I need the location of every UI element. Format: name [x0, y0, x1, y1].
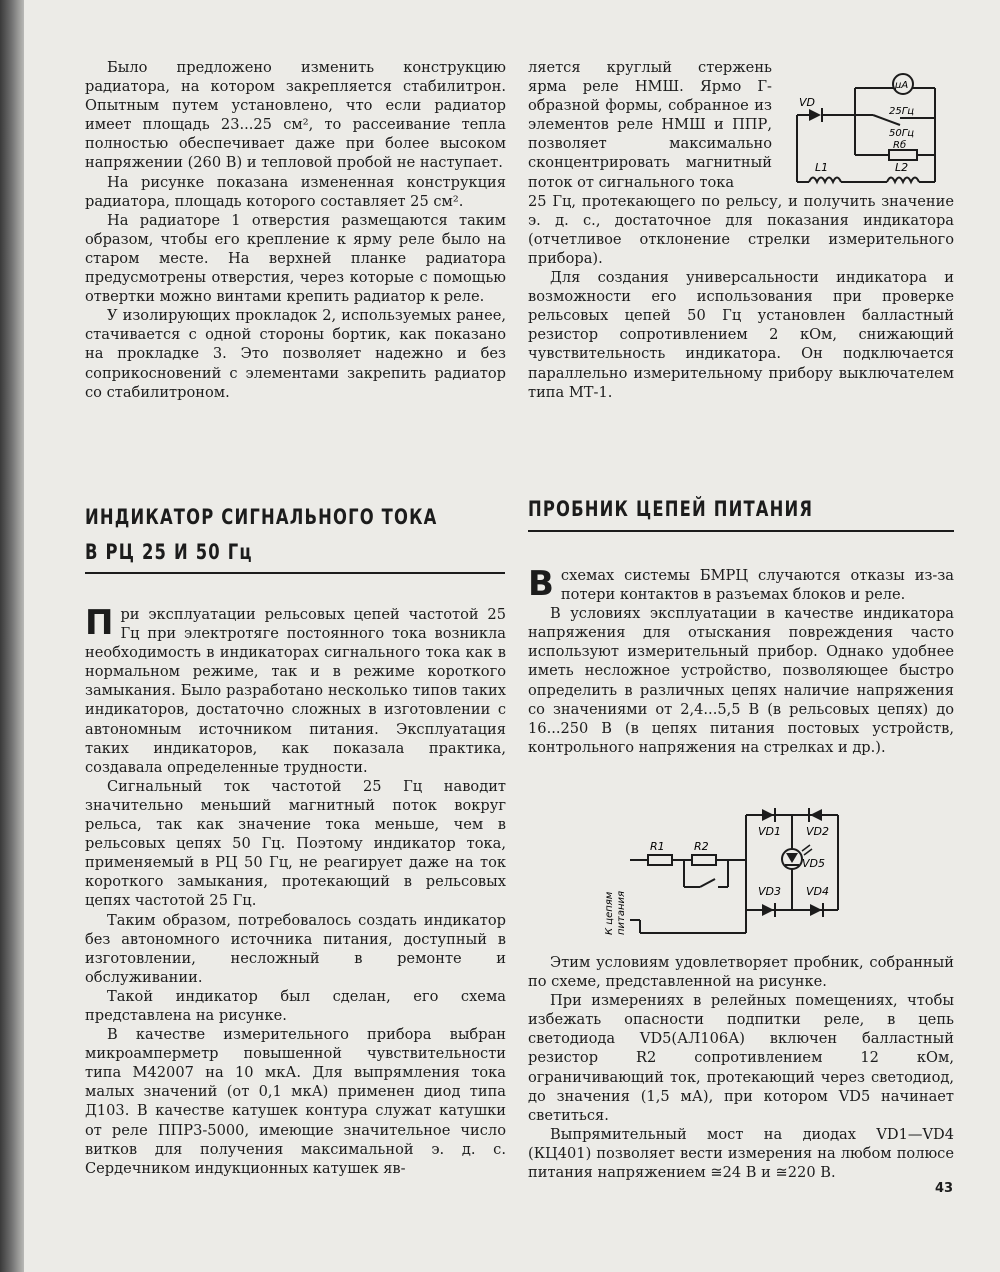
label-vd2: VD2 — [806, 825, 829, 838]
label-r2: R2 — [694, 840, 709, 853]
paragraph: На рисунке показана измененная конструкция радиатора, площадь которого составляет 25 см². — [85, 173, 506, 210]
diode-symbol — [809, 109, 821, 121]
diode-vd1 — [762, 809, 774, 821]
paragraph: Для создания универсальности индикатора и возможности его использования при проверке рельсовых цепей 50 Гц установлен балластный резистор сопротивлением 2 кОм, снижающий чувствительность индикатора. Он подключается параллельно измерительному прибору выключателем типа МТ-1. — [528, 269, 954, 401]
title-underline — [528, 530, 954, 532]
indicator-circuit-diagram — [785, 70, 965, 200]
side-label-1: К цепям — [604, 891, 615, 935]
article1-body — [85, 605, 506, 1178]
top-left-column — [85, 58, 506, 402]
paragraph: Такой индикатор был сделан, его схема представлена на рисунке. — [85, 987, 506, 1024]
label-meter: μA — [895, 80, 909, 91]
label-rb: Rб — [893, 140, 907, 151]
article2-body-top — [528, 566, 954, 757]
label-l1: L1 — [815, 161, 829, 174]
title-underline — [85, 572, 505, 574]
paragraph: Таким образом, потребовалось создать индикатор без автономного источника питания, доступный в изготовлении, несложный в ремонте и обслуживании. — [85, 911, 506, 986]
dropcap: В — [528, 564, 554, 604]
diode-vd2 — [810, 809, 822, 821]
paragraph: Выпрямительный мост на диодах VD1—VD4 (КЦ401) позволяет вести измерения на любом полюсе питания напряжением ≅24 В и ≅220 В. — [528, 1125, 954, 1182]
binding-shadow — [0, 0, 24, 1272]
paragraph: В условиях эксплуатации в качестве индикатора напряжения для отыскания повреждения часто используют измерительный прибор. Однако удобнее иметь несложное устройство, позволяющее быстро определить в различных цепях наличие напряжения со значениями от 2,4...5,5 В (в рельсовых цепях) до 16...250 В (в цепях питания постовых устройств, контрольного напряжения на стрелках и др.). — [528, 605, 954, 756]
lead-paragraph — [528, 566, 954, 604]
paragraph-wrapped: ляется круглый стержень ярма реле НМШ. Ярмо Г-образной формы, собранное из элементов реле НМШ и ППР, позволяет максимально сконцентрировать магнитный поток от сигнального тока — [528, 59, 772, 191]
lead-paragraph — [85, 605, 506, 777]
label-l2: L2 — [895, 161, 909, 174]
diode-vd4 — [810, 904, 822, 916]
probe-circuit-diagram — [600, 795, 890, 940]
paragraph: Было предложено изменить конструкцию радиатора, на котором закрепляется стабилитрон. Опытным путем установлено, что если радиатор имеет площадь 23...25 см², то рассеивание тепла полностью обеспечивает даже при более высоком напряжении (260 В) и тепловой пробой не наступает. — [85, 59, 506, 172]
paragraph: У изолирующих прокладок 2, используемых ранее, стачивается с одной стороны бортик, как показано на прокладке 3. Это позволяет надежно и без соприкосновений с элементами закрепить радиатор со стабилитроном. — [85, 307, 506, 401]
article1-title-line2: В РЦ 25 И 50 Гц — [85, 540, 253, 564]
label-vd5: VD5 — [802, 857, 825, 870]
label-vd3: VD3 — [758, 885, 781, 898]
lead-text: схемах системы БМРЦ случаются отказы из-за потери контактов в разъемах блоков и реле. — [560, 567, 954, 604]
article2-title: ПРОБНИК ЦЕПЕЙ ПИТАНИЯ — [528, 497, 814, 521]
paragraph: При измерениях в релейных помещениях, чтобы избежать опасности подпитки реле, в цепь светодиода VD5(АЛ106А) включен балластный резистор R2 сопротивлением 12 кОм, ограничивающий ток, протекающий через светодиод, до значения (1,5 мА), при котором VD5 начинает светиться. — [528, 992, 954, 1124]
paragraph: Сигнальный ток частотой 25 Гц наводит значительно меньший магнитный поток вокруг рельса, так как значение тока меньше, чем в рельсовых цепях 50 Гц. Поэтому индикатор тока, применяемый в РЦ 50 Гц, не реагирует даже на ток короткого замыкания, протекающий в рельсовых цепях частотой 25 Гц. — [85, 777, 506, 910]
lead-text: ри эксплуатации рельсовых цепей частотой 25 Гц при электротяге постоянного тока возникла необходимость в индикаторах сигнального тока как в нормальном режиме, так и в режиме короткого замыкания. Было разработано несколько типов таких индикаторов, достаточно сложных в изготовлении с автономным источником питания. Эксплуатация таких индикаторов, как показала практика, создавала определенные трудности. — [85, 606, 506, 776]
label-50hz: 50Гц — [889, 128, 915, 139]
label-vd: VD — [799, 96, 815, 109]
label-r1: R1 — [650, 840, 665, 853]
label-vd4: VD4 — [806, 885, 829, 898]
article2-body-bottom — [528, 953, 954, 1182]
side-label-2: питания — [616, 890, 627, 935]
paragraph: На радиаторе 1 отверстия размещаются таким образом, чтобы его крепление к ярму реле было на старом месте. На верхней планке радиатора предусмотрены отверстия, через которые с помощью отвертки можно винтами крепить радиатор к реле. — [85, 211, 506, 306]
diode-vd3 — [762, 904, 774, 916]
label-vd1: VD1 — [758, 825, 781, 838]
label-25hz: 25Гц — [889, 106, 915, 117]
paragraph: В качестве измерительного прибора выбран микроамперметр повышенной чувствительности типа М42007 на 10 мкА. Для выпрямления тока малых значений (от 0,1 мкА) применен диод типа Д103. В качестве катушек контура служат катушки от реле ППР3-5000, имеющие значительное число витков для получения максимальной э. д. с. Сердечником индукционных катушек яв- — [85, 1026, 506, 1177]
paragraph: Этим условиям удовлетворяет пробник, собранный по схеме, представленной на рисунке. — [528, 954, 954, 991]
page-number: 43 — [935, 1181, 954, 1196]
paragraph: 25 Гц, протекающего по рельсу, и получить значение э. д. с., достаточное для показания индикатора (отчетливое отклонение стрелки измерительного прибора). — [528, 192, 954, 267]
article1-title-line1: ИНДИКАТОР СИГНАЛЬНОГО ТОКА — [85, 505, 438, 529]
dropcap: П — [85, 603, 114, 643]
